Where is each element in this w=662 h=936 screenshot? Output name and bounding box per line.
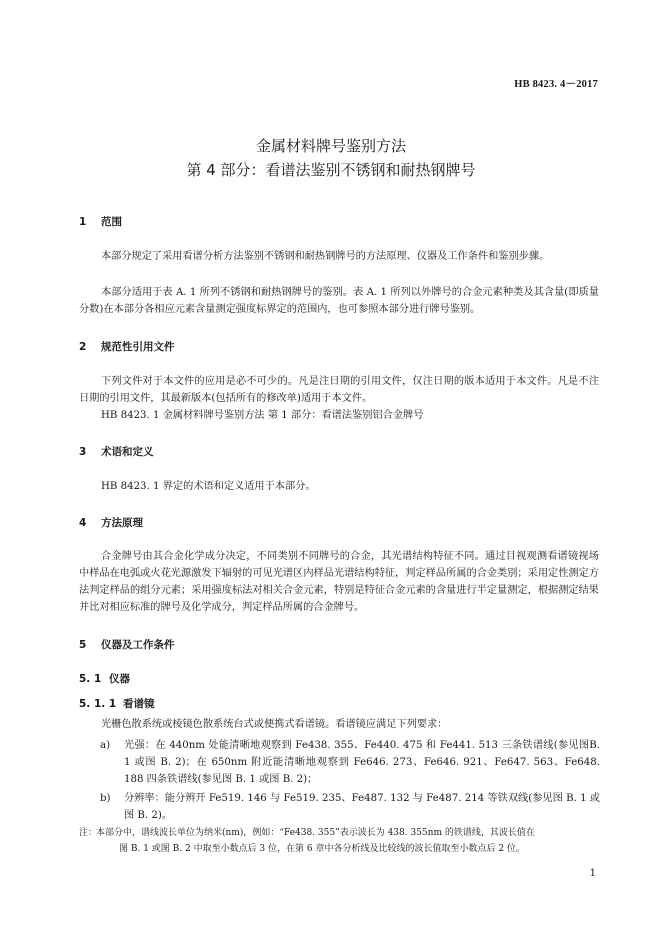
paragraph: 本部分适用于表 A. 1 所列不锈钢和耐热钢牌号的鉴别。表 A. 1 所列以外牌号的合金元素种类及其含量(即质量分数)在本部分各相应元素含量测定强度标界定的范围内，也可参照本部分进行牌号鉴别。 <box>79 287 599 315</box>
section-5-heading <box>79 637 175 652</box>
paragraph: 本部分规定了采用看谱分析方法鉴别不锈钢和耐热钢牌号的方法原理、仪器及工作条件和鉴别步骤。 <box>101 251 550 262</box>
list-item <box>100 790 600 824</box>
section-title: 术语和定义 <box>101 446 154 458</box>
section-5-1-1-heading <box>79 696 155 711</box>
section-title: 范围 <box>101 216 122 228</box>
section-title: 仪器 <box>109 673 130 685</box>
paragraph: 光栅色散系统或棱镜色散系统台式或便携式看谱镜。看谱镜应满足下列要求： <box>101 719 448 730</box>
note-text-line-1: 本部分中，谱线波长单位为纳米(nm)，例如：“Fe438. 355”表示波长为 438. 355nm 的铁谱线，其波长值在 <box>96 828 535 838</box>
document-subtitle: 第 4 部分：看谱法鉴别不锈钢和耐热钢牌号 <box>186 161 476 179</box>
note <box>79 825 599 857</box>
section-4-heading <box>79 515 143 530</box>
paragraph: 合金牌号由其合金化学成分决定，不同类别不同牌号的合金，其光谱结构特征不同。通过目视观测看谱镜视场中样品在电弧或火花光源激发下辐射的可见光谱区内样品光谱结构特征，判定样品所属的合金类别；采用定性测定方法判定样品的组分元素；采用强度标法对相关合金元素，特别是特征合金元素的含量进行半定量测定，根据测定结果并比对相应标准的牌号及化学成分，判定样品所属的合金牌号。 <box>79 551 599 613</box>
list-item-text: 分辨率：能分辨开 Fe519. 146 与 Fe519. 235、Fe487. 132 与 Fe487. 214 等铁双线(参见图 B. 1 或图 B. 2)。 <box>124 793 600 821</box>
section-title: 看谱镜 <box>123 698 155 710</box>
section-2-heading <box>79 339 175 354</box>
section-number: 1 <box>79 216 87 228</box>
list-item <box>100 737 600 788</box>
section-title: 仪器及工作条件 <box>101 639 175 651</box>
section-number: 5 <box>79 639 87 651</box>
section-title: 规范性引用文件 <box>101 341 175 353</box>
section-title: 方法原理 <box>101 517 143 529</box>
section-3-heading <box>79 444 154 459</box>
section-5-1-heading <box>79 671 130 686</box>
paragraph: HB 8423. 1 界定的术语和定义适用于本部分。 <box>101 481 316 492</box>
section-1-heading <box>79 214 122 229</box>
document-title: 金属材料牌号鉴别方法 <box>255 137 406 155</box>
normative-reference: HB 8423. 1 金属材料牌号鉴别方法 第 1 部分：看谱法鉴别铝合金牌号 <box>101 410 424 421</box>
section-number: 5. 1 <box>79 673 102 685</box>
list-item-text: 光强：在 440nm 处能清晰地观察到 Fe438. 355、Fe440. 475 和 Fe441. 513 三条铁谱线(参见图B. 1 或图 B. 2)；在 650nm 附近能清晰地观察到 Fe646. 273、Fe646. 921、Fe647. 563、Fe648. 188 四条铁谱线(参见图 B. 1 或图 B. 2)； <box>124 740 600 785</box>
section-number: 4 <box>79 517 87 529</box>
list-marker: b) <box>100 793 111 804</box>
section-number: 3 <box>79 446 87 458</box>
section-number: 2 <box>79 341 87 353</box>
note-label: 注： <box>79 828 98 838</box>
note-text-line-2: 图 B. 1 或图 B. 2 中取至小数点后 3 位，在第 6 章中各分析线及比较线的波长值取至小数点后 2 位。 <box>119 844 525 854</box>
list-marker: a) <box>100 740 111 751</box>
page-number: 1 <box>589 868 596 879</box>
paragraph: 下列文件对于本文件的应用是必不可少的。凡是注日期的引用文件，仅注日期的版本适用于本文件。凡是不注日期的引用文件，其最新版本(包括所有的修改单)适用于本文件。 <box>79 376 599 404</box>
section-number: 5. 1. 1 <box>79 698 117 710</box>
standard-code: HB 8423. 4－2017 <box>514 79 598 90</box>
